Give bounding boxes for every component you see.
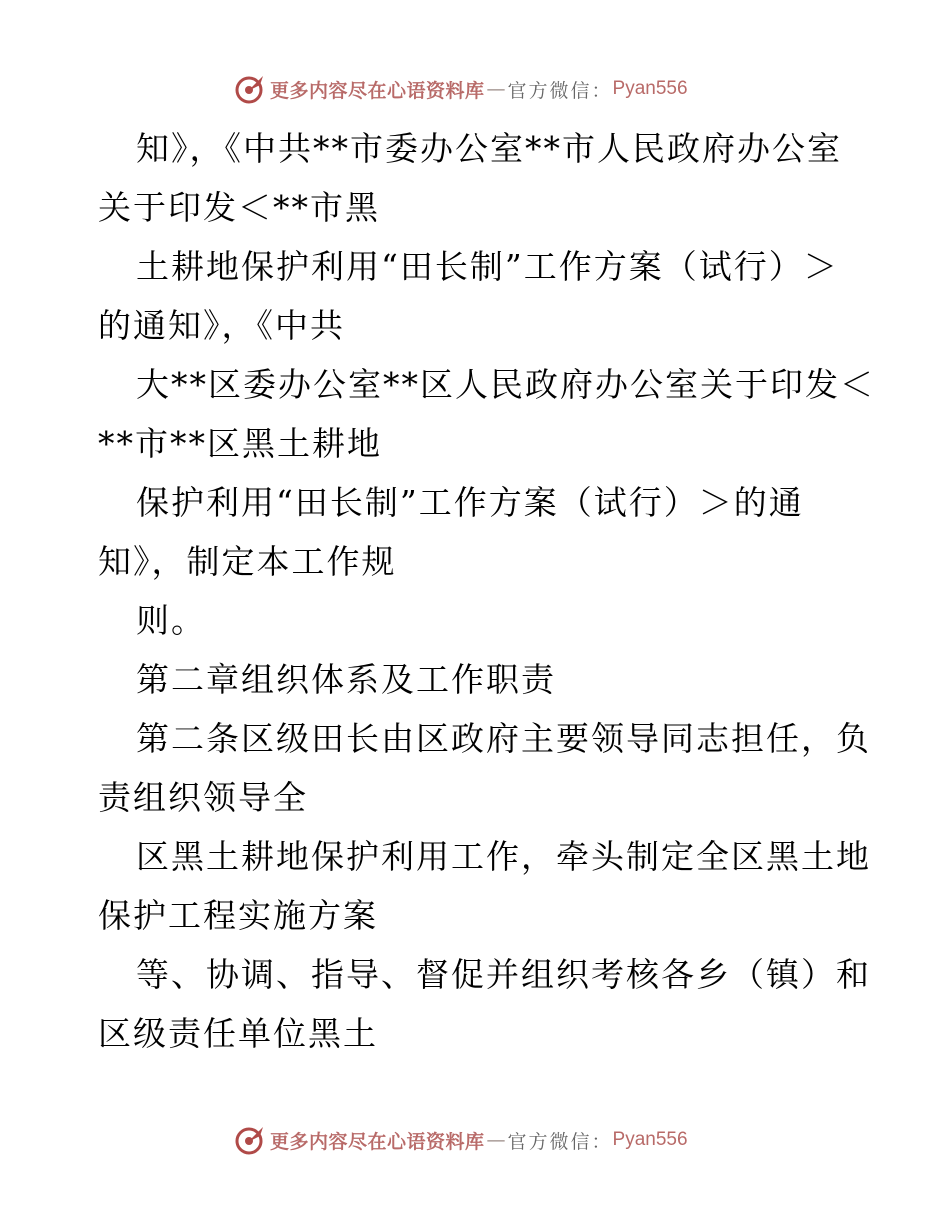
- watermark-dash: —: [486, 78, 506, 100]
- text-line: 保护利用“田长制”工作方案（试行）＞的通: [136, 483, 804, 522]
- text-line: 知》，制定本工作规: [98, 542, 397, 581]
- watermark-dash: —: [486, 1129, 506, 1151]
- watermark-official-label: 官方微信：: [507, 1130, 613, 1153]
- text-line: 保护工程实施方案: [98, 896, 378, 935]
- watermark-text: 更多内容尽在心语资料库: [270, 1130, 485, 1153]
- text-line: 关于印发＜**市黑: [98, 188, 380, 227]
- watermark-wechat-id: Pyan556: [612, 1129, 688, 1150]
- text-line: 则。: [136, 601, 206, 640]
- text-line: 区黑土耕地保护利用工作，牵头制定全区黑土地: [136, 837, 871, 876]
- watermark-wechat-id: Pyan556: [612, 78, 688, 99]
- text-line: 的通知》，《中共: [98, 306, 345, 345]
- chapter-heading: 第二章组织体系及工作职责: [136, 660, 556, 699]
- text-line: 土耕地保护利用“田长制”工作方案（试行）＞: [136, 247, 839, 286]
- header-watermark: [234, 72, 688, 106]
- quill-logo-icon: [234, 73, 266, 105]
- text-line: 区级责任单位黑土: [98, 1014, 378, 1053]
- document-body: [98, 119, 875, 1063]
- footer-watermark: [234, 1123, 688, 1157]
- watermark-official-label: 官方微信：: [507, 79, 613, 102]
- text-line: 大**区委办公室**区人民政府办公室关于印发＜: [136, 365, 875, 404]
- quill-logo-icon: [234, 1124, 266, 1156]
- text-line: 第二条区级田长由区政府主要领导同志担任，负: [136, 719, 871, 758]
- text-line: 知》，《中共**市委办公室**市人民政府办公室: [136, 129, 842, 168]
- watermark-text: 更多内容尽在心语资料库: [270, 79, 485, 102]
- text-line: 等、协调、指导、督促并组织考核各乡（镇）和: [136, 955, 871, 994]
- text-line: **市**区黑土耕地: [98, 424, 382, 463]
- text-line: 责组织领导全: [98, 778, 308, 817]
